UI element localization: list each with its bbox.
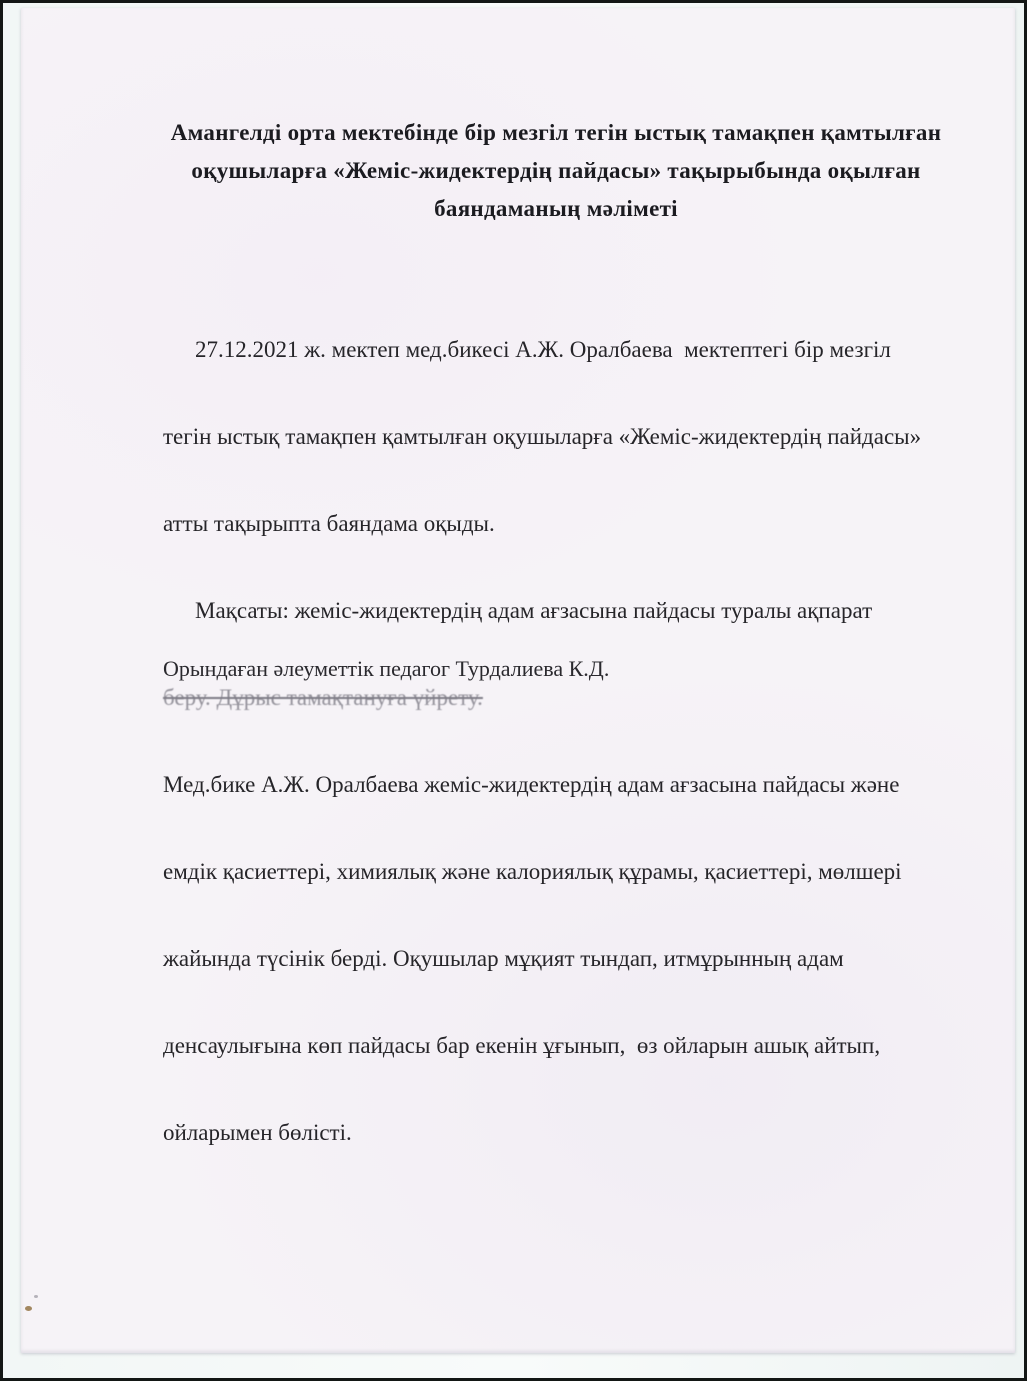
body-line: емдік қасиеттері, химиялық және калориялық құрамы, қасиеттері, мөлшері <box>163 859 902 884</box>
scan-artifact-speck <box>25 1306 32 1311</box>
body-line: жайында түсінік берді. Оқушылар мұқият тындап, итмұрынның адам <box>163 946 844 971</box>
scan-artifact-speck <box>34 1295 38 1298</box>
struck-faded-line: беру. Дұрыс тамақтануға үйрету. <box>163 685 483 710</box>
executor-signature-line: Орындаған әлеуметтік педагог Турдалиева К.Д. <box>163 656 610 681</box>
title-line: баяндаманың мәліметі <box>434 196 678 221</box>
body-line: атты тақырыпта баяндама оқыды. <box>163 511 495 536</box>
body-line: денсаулығына көп пайдасы бар екенін ұғынып, өз ойларын ашық айтып, <box>163 1033 881 1058</box>
paper-sheet <box>21 8 1015 1353</box>
document-title <box>151 114 961 228</box>
body-line: Мақсаты: жеміс-жидектердің адам ағзасына пайдасы туралы ақпарат <box>195 598 873 623</box>
body-line: Мед.бике А.Ж. Оралбаева жеміс-жидектердің адам ағзасына пайдасы және <box>163 772 900 797</box>
title-line: Амангелді орта мектебінде бір мезгіл тегін ыстық тамақпен қамтылған <box>170 120 942 145</box>
body-line: ойларымен бөлісті. <box>163 1120 352 1145</box>
document-body <box>163 277 958 1205</box>
body-line: тегін ыстық тамақпен қамтылған оқушыларға «Жеміс-жидектердің пайдасы» <box>163 424 922 449</box>
body-line: 27.12.2021 ж. мектеп мед.бикесі А.Ж. Оралбаева мектептегі бір мезгіл <box>195 337 891 362</box>
title-line: оқушыларға «Жеміс-жидектердің пайдасы» тақырыбында оқылған <box>191 158 921 183</box>
